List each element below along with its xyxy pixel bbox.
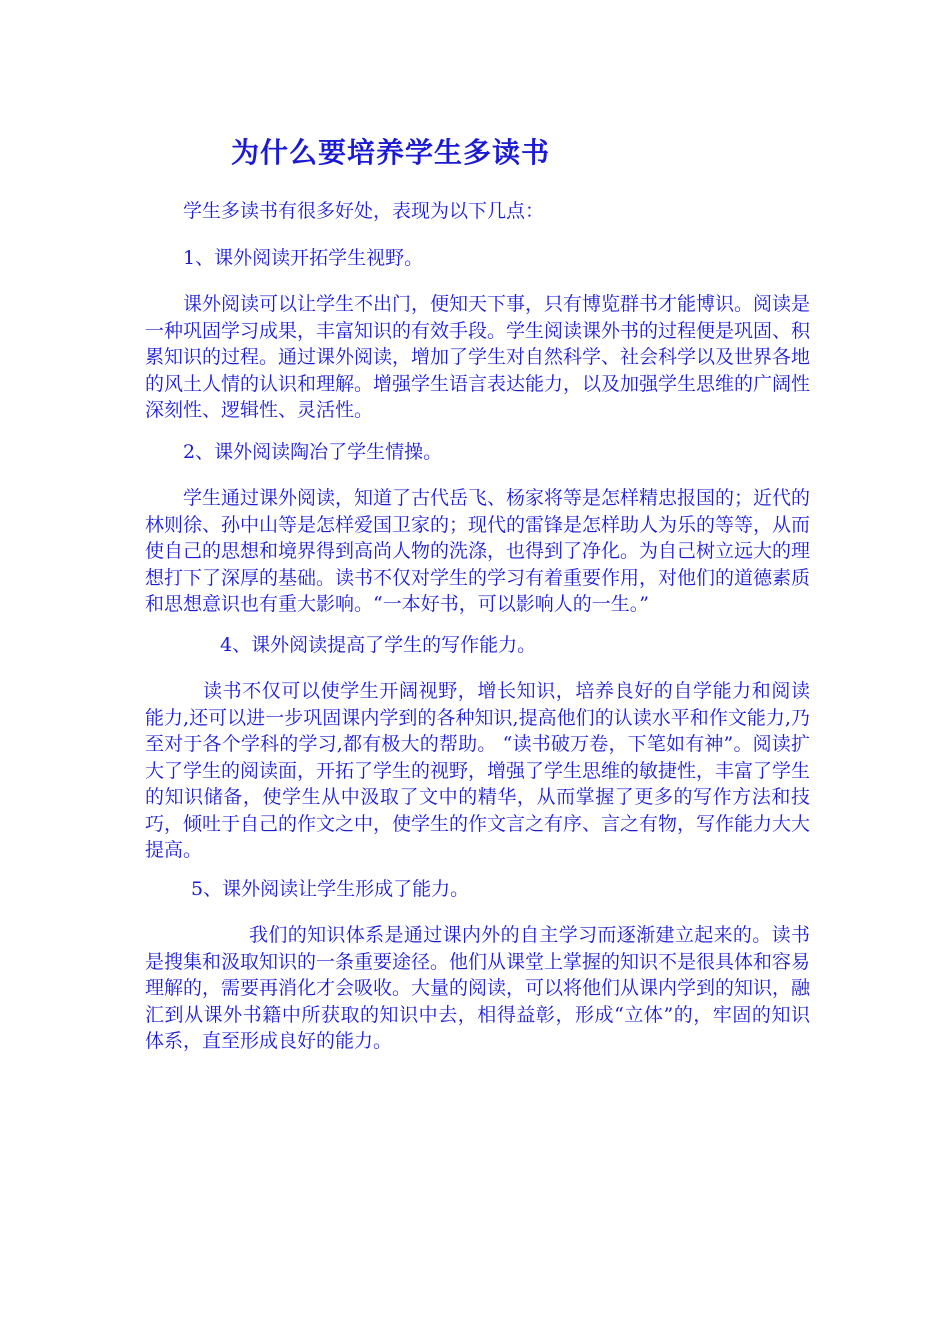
section-body-2: 学生通过课外阅读，知道了古代岳飞、杨家将等是怎样精忠报国的；近代的林则徐、孙中山等是怎样爱国卫家的；现代的雷锋是怎样助人为乐的等等，从而使自己的思想和境界得到高尚人物的洗涤，也得到了净化。为自己树立远大的理想打下了深厚的基础。读书不仅对学生的学习有着重要作用，对他们的道德素质和思想意识也有重大影响。“一本好书，可以影响人的一生。” — [145, 487, 811, 615]
section-body-4: 读书不仅可以使学生开阔视野，增长知识，培养良好的自学能力和阅读能力,还可以进一步巩固课内学到的各种知识,提高他们的认读水平和作文能力,乃至对于各个学科的学习,都有极大的帮助。 “读书破万卷，下笔如有神”。阅读扩大了学生的阅读面，开拓了学生的视野，增强了学生思维的敏捷性，丰富了学生的知识储备，使学生从中汲取了文中的精华，从而掌握了更多的写作方法和技巧，倾吐于自己的作文之中，使学生的作文言之有序、言之有物，写作能力大大提高。 — [145, 680, 811, 861]
intro-text: 学生多读书有很多好处，表现为以下几点： — [183, 200, 545, 222]
section-body-5: 我们的知识体系是通过课内外的自主学习而逐渐建立起来的。读书是搜集和汲取知识的一条重要途径。他们从课堂上掌握的知识不是很具体和容易理解的，需要再消化才会吸收。大量的阅读，可以将他们从课内学到的知识，融汇到从课外书籍中所获取的知识中去，相得益彰，形成“立体”的，牢固的知识体系，直至形成良好的能力。 — [145, 924, 811, 1052]
section-heading-1: 1、课外阅读开拓学生视野。 — [183, 247, 424, 269]
section-heading-2: 2、课外阅读陶冶了学生情操。 — [183, 441, 443, 463]
document-title: 为什么要培养学生多读书 — [231, 136, 551, 169]
section-heading-4: 4、课外阅读提高了学生的写作能力。 — [220, 634, 537, 656]
section-heading-5: 5、课外阅读让学生形成了能力。 — [191, 878, 470, 900]
section-body-1: 课外阅读可以让学生不出门，便知天下事，只有博览群书才能博识。阅读是一种巩固学习成果，丰富知识的有效手段。学生阅读课外书的过程便是巩固、积累知识的过程。通过课外阅读，增加了学生对自然科学、社会科学以及世界各地的风土人情的认识和理解。增强学生语言表达能力，以及加强学生思维的广阔性深刻性、逻辑性、灵活性。 — [145, 293, 811, 421]
